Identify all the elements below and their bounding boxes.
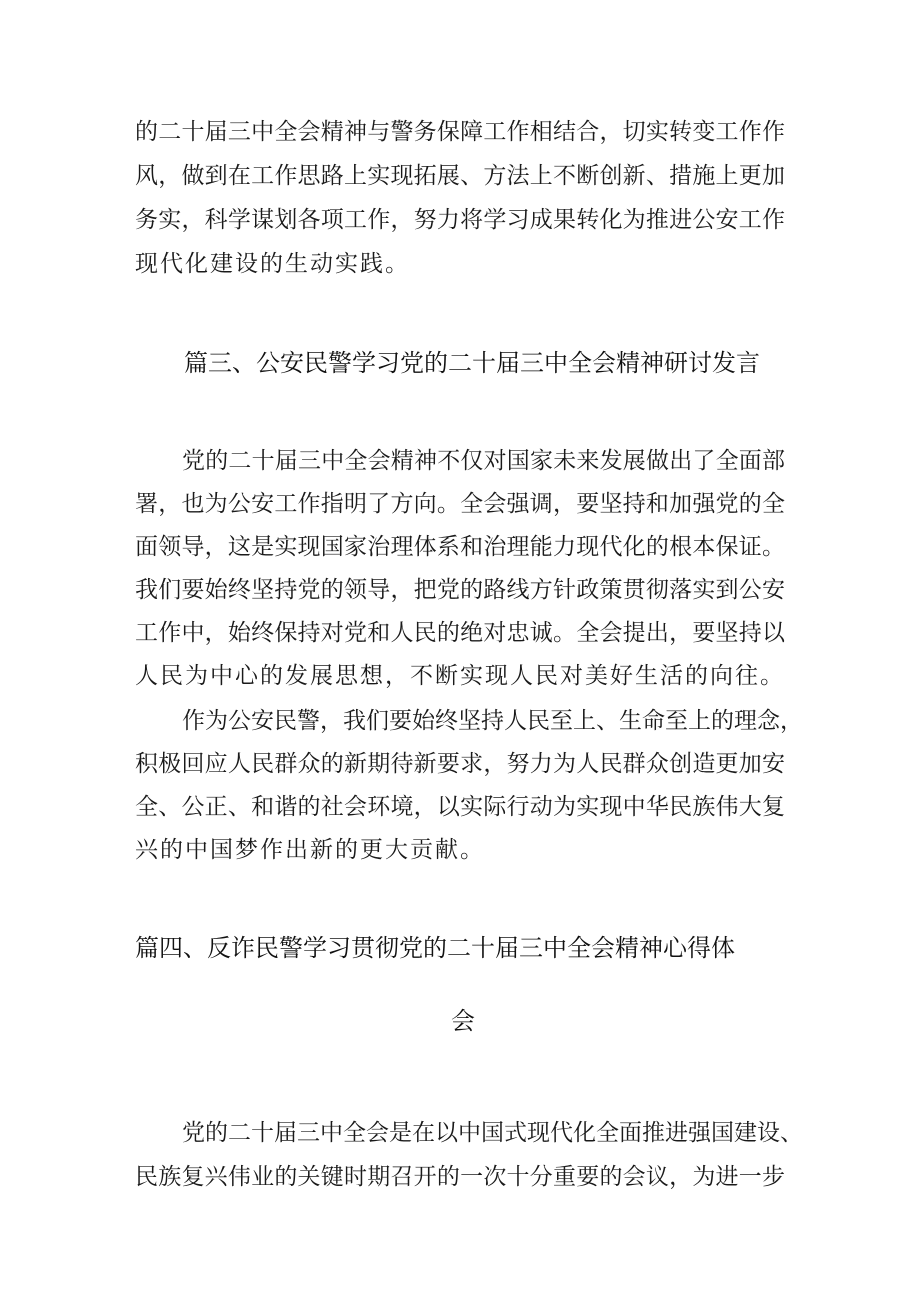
body-text-line: 全、公正、和谐的社会环境，以实际行动为实现中华民族伟大复 xyxy=(135,794,785,820)
body-text-line: 党的二十届三中全会精神不仅对国家未来发展做出了全面部 xyxy=(182,448,785,474)
body-text-line: 风，做到在工作思路上实现拓展、方法上不断创新、措施上更加 xyxy=(135,163,785,189)
body-text-line: 兴的中国梦作出新的更大贡献。 xyxy=(135,837,485,863)
body-text-line: 现代化建设的生动实践。 xyxy=(135,251,410,277)
body-text-line: 民族复兴伟业的关键时期召开的一次十分重要的会议，为进一步 xyxy=(135,1164,785,1190)
body-text-line: 人民为中心的发展思想，不断实现人民对美好生活的向往。 xyxy=(135,663,785,689)
section-heading: 会 xyxy=(451,1007,475,1035)
body-text-line: 党的二十届三中全会是在以中国式现代化全面推进强国建设、 xyxy=(182,1120,803,1146)
body-text-line: 积极回应人民群众的新期待新要求，努力为人民群众创造更加安 xyxy=(135,751,785,777)
body-text-line: 署，也为公安工作指明了方向。全会强调，要坚持和加强党的全 xyxy=(135,491,785,517)
body-text-line: 务实，科学谋划各项工作，努力将学习成果转化为推进公安工作 xyxy=(135,207,785,233)
body-text-line: 作为公安民警，我们要始终坚持人民至上、生命至上的理念， xyxy=(182,708,803,734)
section-heading: 篇三、公安民警学习党的二十届三中全会精神研讨发言 xyxy=(184,349,760,377)
body-text-line: 我们要始终坚持党的领导，把党的路线方针政策贯彻落实到公安 xyxy=(135,577,785,603)
body-text-line: 面领导，这是实现国家治理体系和治理能力现代化的根本保证。 xyxy=(135,534,785,560)
body-text-line: 工作中，始终保持对党和人民的绝对忠诚。全会提出，要坚持以 xyxy=(135,620,785,646)
body-text-line: 的二十届三中全会精神与警务保障工作相结合，切实转变工作作 xyxy=(135,119,785,145)
section-heading: 篇四、反诈民警学习贯彻党的二十届三中全会精神心得体 xyxy=(135,934,735,962)
